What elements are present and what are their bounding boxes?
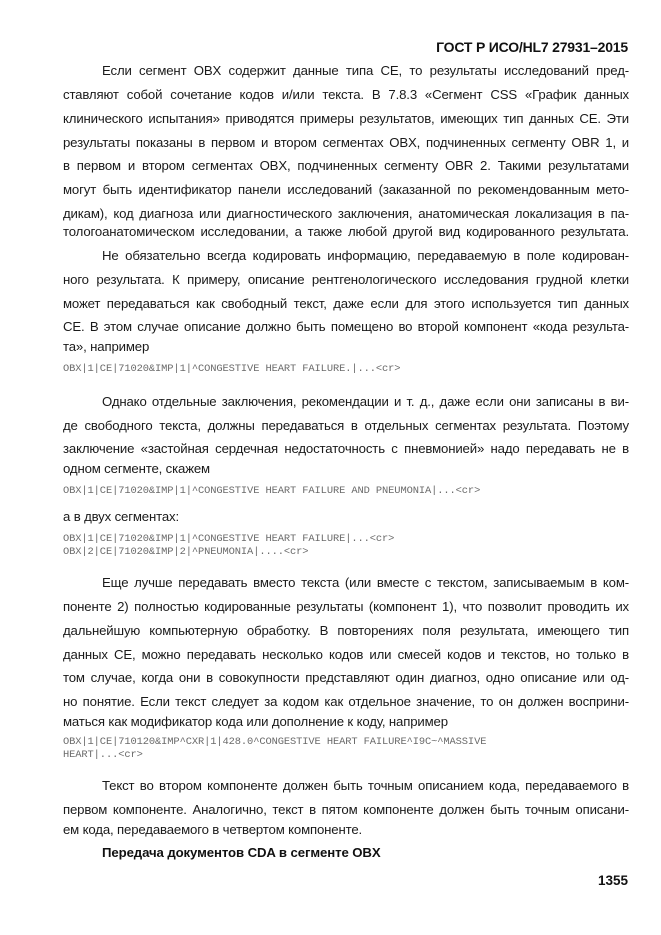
code-example: OBX|1|CE|71020&IMP|1|^CONGESTIVE HEART FAILURE AND PNEUMONIA|...<cr> — [63, 485, 481, 497]
paragraph-line: а в двух сегментах: — [63, 509, 179, 524]
code-example: OBX|1|CE|71020&IMP|1|^CONGESTIVE HEART FAILURE|...<cr> — [63, 533, 395, 545]
paragraph-line: заключение «застойная сердечная недостаточность с пневмонией» надо передавать не в — [63, 441, 629, 456]
paragraph-line: Текст во втором компоненте должен быть точным описанием кода, передаваемого в — [102, 778, 629, 793]
code-example: OBX|1|CE|71020&IMP|1|^CONGESTIVE HEART FAILURE.|...<cr> — [63, 363, 401, 375]
paragraph-line: де свободного текста, должны передаваться в отдельных сегментах результата. Поэтому — [63, 418, 629, 433]
paragraph-line: дальнейшую компьютерную обработку. В повторениях поля результата, имеющего тип — [63, 623, 629, 638]
paragraph-line: тологоанатомическом исследовании, а также любой другой вид кодированного результата. — [63, 224, 629, 239]
paragraph-line: поненте 2) полностью кодированные результаты (компонент 1), что позволит проводить их — [63, 599, 629, 614]
paragraph-line: может передаваться как свободный текст, даже если для этого используется тип данных — [63, 296, 629, 311]
document-standard-header: ГОСТ Р ИСО/HL7 27931–2015 — [436, 39, 628, 55]
code-example: OBX|2|CE|71020&IMP|2|^PNEUMONIA|....<cr> — [63, 546, 309, 558]
paragraph-line: ставляют собой сочетание кодов и/или текста. В 7.8.3 «Сегмент CSS «График данных — [63, 87, 629, 102]
paragraph-line: та», например — [63, 339, 150, 354]
paragraph-line: могут быть идентификатор панели исследований (заказанной по рекомендованным мето- — [63, 182, 629, 197]
paragraph-line: но понятие. Если текст следует за кодом как отдельное значение, то он должен восприни- — [63, 694, 629, 709]
paragraph-line: маться как модификатор кода или дополнение к коду, например — [63, 714, 448, 729]
paragraph-line: результаты показаны в первом и втором сегментах OBX, подчиненных сегменту OBR 1, и — [63, 135, 629, 150]
paragraph-line: одном сегменте, скажем — [63, 461, 210, 476]
paragraph-line: том случае, когда они в совокупности представляют один диагноз, одно описание или од- — [63, 670, 629, 685]
code-example: OBX|1|CE|710120&IMP^CXR|1|428.0^CONGESTIVE HEART FAILURE^I9C~^MASSIVE — [63, 736, 487, 748]
paragraph-line: дикам), код диагноза или диагностического заключения, анатомическая локализация в па- — [63, 206, 629, 221]
paragraph-line: первом компоненте. Аналогично, текст в пятом компоненте должен быть точным описани- — [63, 802, 629, 817]
paragraph-line: Если сегмент OBX содержит данные типа СЕ, то результаты исследований пред- — [102, 63, 629, 78]
paragraph-line: данных СЕ, можно передавать несколько кодов или смесей кодов и текстов, но только в — [63, 647, 629, 662]
section-heading: Передача документов CDA в сегменте OBX — [102, 845, 381, 860]
paragraph-line: Не обязательно всегда кодировать информацию, передаваемую в поле кодирован- — [102, 248, 629, 263]
paragraph-line: клинического испытания» приводятся примеры результатов, имеющих тип данных СЕ. Эти — [63, 111, 629, 126]
paragraph-line: СЕ. В этом случае описание должно быть помещено во второй компонент «кода результа- — [63, 319, 629, 334]
paragraph-line: Однако отдельные заключения, рекомендации и т. д., даже если они записаны в ви- — [102, 394, 629, 409]
paragraph-line: ного результата. К примеру, описание рентгенологического исследования грудной клетки — [63, 272, 629, 287]
paragraph-line: ем кода, передаваемого в четвертом компоненте. — [63, 822, 363, 837]
paragraph-line: Еще лучше передавать вместо текста (или вместе с текстом, записываемым в ком- — [102, 575, 629, 590]
code-example: HEART|...<cr> — [63, 749, 143, 761]
page-number: 1355 — [597, 873, 628, 888]
paragraph-line: в первом и втором сегментах OBX, подчиненных сегменту OBR 2. Такими результатами — [63, 158, 629, 173]
